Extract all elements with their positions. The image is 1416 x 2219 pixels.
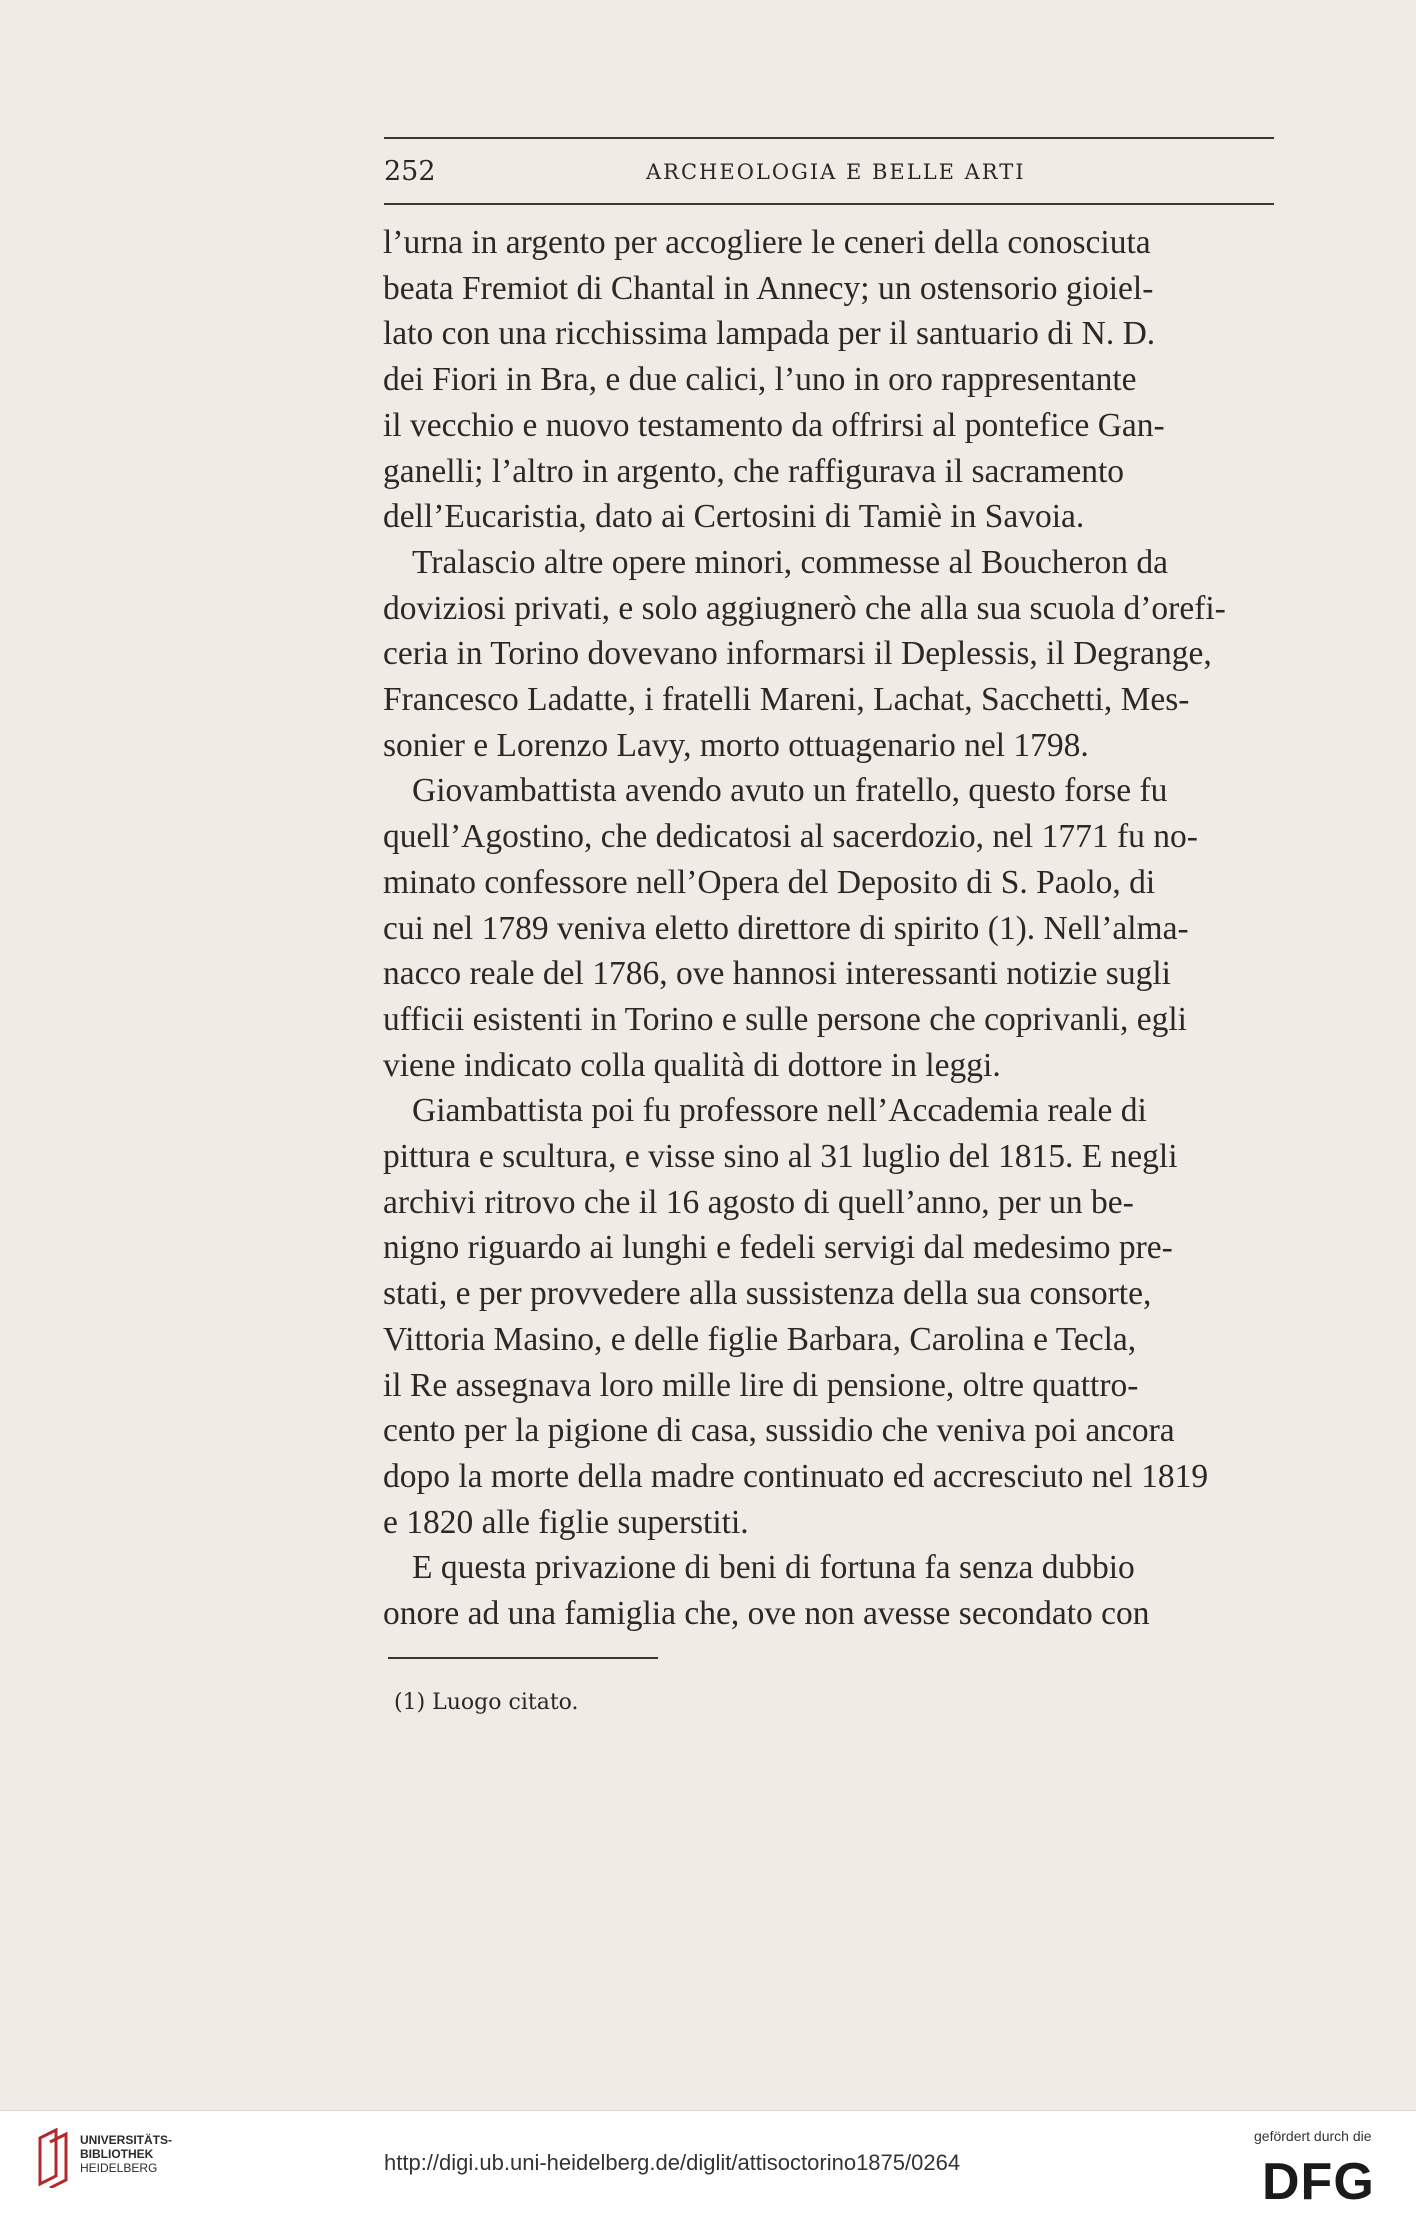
text-line: archivi ritrovo che il 16 agosto di quell’anno, per un be-	[383, 1183, 1134, 1221]
footnote-rule	[388, 1657, 658, 1659]
text-line: il vecchio e nuovo testamento da offrirsi al pontefice Gan-	[383, 406, 1165, 444]
text-line: stati, e per provvedere alla sussistenza della sua consorte,	[383, 1275, 1152, 1313]
text-line: Tralascio altre opere minori, commesse al Boucheron da	[412, 543, 1169, 581]
university-library-logo-icon	[36, 2128, 70, 2188]
text-line: beata Fremiot di Chantal in Annecy; un ostensorio gioiel-	[383, 269, 1154, 307]
text-line: sonier e Lorenzo Lavy, morto ottuagenario nel 1798.	[383, 726, 1089, 764]
text-line: nigno riguardo ai lunghi e fedeli servigi dal medesimo pre-	[383, 1229, 1173, 1267]
text-line: dei Fiori in Bra, e due calici, l’uno in oro rappresentante	[383, 361, 1137, 399]
text-line: cento per la pigione di casa, sussidio che veniva poi ancora	[383, 1412, 1175, 1450]
library-name: UNIVERSITÄTS- BIBLIOTHEK HEIDELBERG	[80, 2133, 173, 2175]
text-line: dopo la morte della madre continuato ed accresciuto nel 1819	[383, 1457, 1209, 1495]
text-line: viene indicato colla qualità di dottore in leggi.	[383, 1046, 1001, 1084]
permalink-url[interactable]: http://digi.ub.uni-heidelberg.de/diglit/attisoctorino1875/0264	[384, 2150, 961, 2175]
text-line: onore ad una famiglia che, ove non avesse secondato con	[383, 1595, 1150, 1633]
dfg-logo: DFG	[1262, 2153, 1375, 2211]
running-title: ARCHEOLOGIA E BELLE ARTI	[646, 160, 1026, 184]
text-line: quell’Agostino, che dedicatosi al sacerdozio, nel 1771 fu no-	[383, 818, 1198, 856]
text-line: Vittoria Masino, e delle figlie Barbara, Carolina e Tecla,	[383, 1320, 1137, 1358]
text-line: doviziosi privati, e solo aggiugnerò che alla sua scuola d’orefi-	[383, 589, 1226, 627]
text-line: dell’Eucaristia, dato ai Certosini di Tamiè in Savoia.	[383, 498, 1085, 536]
body-text	[383, 220, 1281, 1637]
text-line: ganelli; l’altro in argento, che raffigurava il sacramento	[383, 452, 1125, 490]
text-line: ufficii esistenti in Torino e sulle persone che coprivanli, egli	[383, 1000, 1187, 1038]
header-rule-top	[384, 137, 1274, 139]
text-line: il Re assegnava loro mille lire di pensione, oltre quattro-	[383, 1366, 1139, 1404]
text-line: Giovambattista avendo avuto un fratello, questo forse fu	[412, 772, 1168, 810]
text-line: ceria in Torino dovevano informarsi il Deplessis, il Degrange,	[383, 635, 1212, 673]
text-line: E questa privazione di beni di fortuna fa senza dubbio	[412, 1549, 1135, 1587]
text-line: Francesco Ladatte, i fratelli Mareni, Lachat, Sacchetti, Mes-	[383, 681, 1190, 719]
text-line: minato confessore nell’Opera del Deposito di S. Paolo, di	[383, 863, 1156, 901]
text-line: lato con una ricchissima lampada per il santuario di N. D.	[383, 315, 1156, 353]
text-line: nacco reale del 1786, ove hannosi interessanti notizie sugli	[383, 955, 1171, 993]
text-line: pittura e scultura, e visse sino al 31 luglio del 1815. E negli	[383, 1138, 1178, 1176]
text-line: e 1820 alle figlie superstiti.	[383, 1503, 749, 1541]
page-number: 252	[384, 156, 436, 187]
funding-caption: gefördert durch die	[1254, 2128, 1372, 2144]
text-line: l’urna in argento per accogliere le ceneri della conosciuta	[383, 224, 1151, 261]
text-line: Giambattista poi fu professore nell’Accademia reale di	[412, 1092, 1147, 1130]
footnote: (1) Luogo citato.	[394, 1690, 579, 1715]
text-line: cui nel 1789 veniva eletto direttore di spirito (1). Nell’alma-	[383, 909, 1189, 947]
header-rule-bottom	[384, 203, 1274, 205]
